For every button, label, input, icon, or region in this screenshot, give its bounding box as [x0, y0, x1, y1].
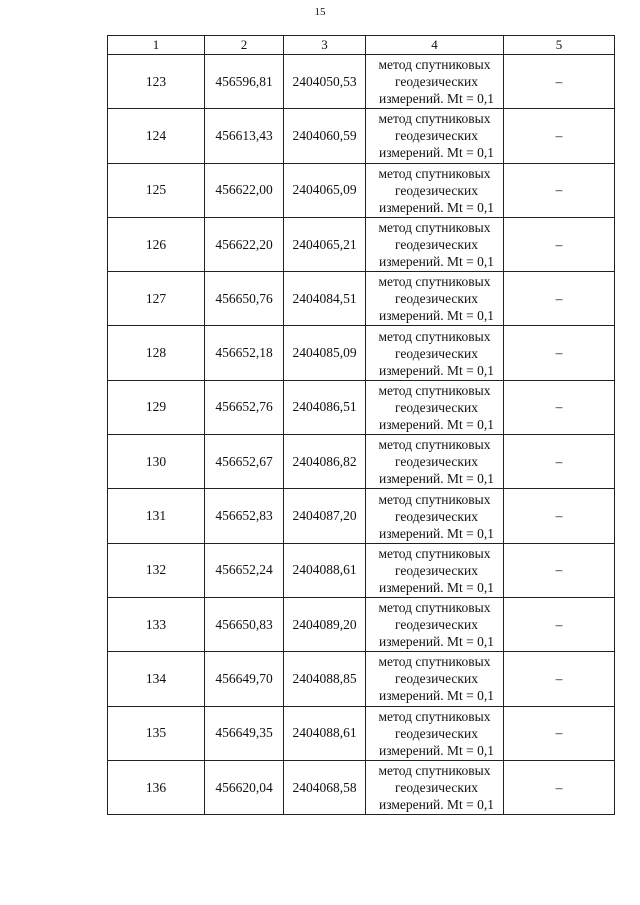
coordinate-x: 456652,76 [205, 380, 284, 434]
table-row [108, 597, 615, 651]
method-line-2: геодезических [395, 237, 478, 253]
coordinate-x: 456649,70 [205, 652, 284, 706]
coordinate-x: 456649,35 [205, 706, 284, 760]
coordinate-y: 2404089,20 [284, 597, 366, 651]
note-cell: – [504, 652, 615, 706]
method-line-1: метод спутниковых [378, 491, 491, 507]
coordinate-y: 2404088,85 [284, 652, 366, 706]
note-cell: – [504, 489, 615, 543]
coordinate-x: 456622,20 [205, 217, 284, 271]
table-row [108, 706, 615, 760]
note-cell: – [504, 597, 615, 651]
note-cell: – [504, 109, 615, 163]
point-number: 130 [108, 435, 205, 489]
table-row [108, 163, 615, 217]
point-number: 135 [108, 706, 205, 760]
point-number: 123 [108, 55, 205, 109]
method-line-2: геодезических [395, 345, 478, 361]
column-header-4: 4 [366, 36, 504, 55]
method-line-3: измерений. Mt = 0,1 [378, 688, 495, 704]
coordinate-x: 456652,67 [205, 435, 284, 489]
method-description [366, 706, 504, 760]
table-row [108, 109, 615, 163]
method-line-1: метод спутниковых [378, 274, 491, 290]
coordinate-y: 2404060,59 [284, 109, 366, 163]
method-description [366, 163, 504, 217]
note-cell: – [504, 55, 615, 109]
coordinate-y: 2404086,51 [284, 380, 366, 434]
method-description [366, 760, 504, 814]
method-line-1: метод спутниковых [378, 382, 491, 398]
method-line-3: измерений. Mt = 0,1 [378, 362, 495, 378]
method-description [366, 597, 504, 651]
note-cell: – [504, 760, 615, 814]
table-header-row [108, 36, 615, 55]
table-row [108, 55, 615, 109]
method-description [366, 272, 504, 326]
method-line-2: геодезических [395, 617, 478, 633]
method-line-1: метод спутниковых [378, 57, 491, 73]
note-cell: – [504, 543, 615, 597]
point-number: 128 [108, 326, 205, 380]
column-header-1: 1 [108, 36, 205, 55]
method-line-1: метод спутниковых [378, 600, 491, 616]
point-number: 127 [108, 272, 205, 326]
method-line-3: измерений. Mt = 0,1 [378, 254, 495, 270]
method-description [366, 489, 504, 543]
method-description [366, 435, 504, 489]
method-line-3: измерений. Mt = 0,1 [378, 471, 495, 487]
point-number: 124 [108, 109, 205, 163]
table-row [108, 326, 615, 380]
method-line-1: метод спутниковых [378, 708, 491, 724]
method-line-2: геодезических [395, 454, 478, 470]
coordinate-x: 456613,43 [205, 109, 284, 163]
method-line-3: измерений. Mt = 0,1 [378, 145, 495, 161]
coordinate-x: 456652,18 [205, 326, 284, 380]
method-line-2: геодезических [395, 671, 478, 687]
coordinate-x: 456652,83 [205, 489, 284, 543]
coordinate-x: 456650,83 [205, 597, 284, 651]
point-number: 126 [108, 217, 205, 271]
method-line-2: геодезических [395, 182, 478, 198]
method-line-3: измерений. Mt = 0,1 [378, 579, 495, 595]
method-line-2: геодезических [395, 399, 478, 415]
method-description [366, 326, 504, 380]
note-cell: – [504, 380, 615, 434]
method-description [366, 380, 504, 434]
page-number: 15 [314, 6, 326, 18]
method-line-3: измерений. Mt = 0,1 [378, 91, 495, 107]
method-line-2: геодезических [395, 725, 478, 741]
method-line-1: метод спутниковых [378, 165, 491, 181]
method-line-2: геодезических [395, 562, 478, 578]
method-description [366, 55, 504, 109]
coordinate-x: 456596,81 [205, 55, 284, 109]
column-header-3: 3 [284, 36, 366, 55]
table-row [108, 652, 615, 706]
note-cell: – [504, 435, 615, 489]
method-line-1: метод спутниковых [378, 437, 491, 453]
point-number: 133 [108, 597, 205, 651]
method-line-1: метод спутниковых [378, 220, 491, 236]
coordinate-x: 456652,24 [205, 543, 284, 597]
coordinate-y: 2404088,61 [284, 543, 366, 597]
method-line-1: метод спутниковых [378, 654, 491, 670]
method-description [366, 217, 504, 271]
coordinate-y: 2404087,20 [284, 489, 366, 543]
point-number: 132 [108, 543, 205, 597]
coordinate-x: 456650,76 [205, 272, 284, 326]
method-line-1: метод спутниковых [378, 111, 491, 127]
coordinate-y: 2404050,53 [284, 55, 366, 109]
note-cell: – [504, 163, 615, 217]
point-number: 134 [108, 652, 205, 706]
method-line-2: геодезических [395, 74, 478, 90]
column-header-2: 2 [205, 36, 284, 55]
method-line-3: измерений. Mt = 0,1 [378, 308, 495, 324]
method-description [366, 543, 504, 597]
method-line-3: измерений. Mt = 0,1 [378, 797, 495, 812]
coordinate-y: 2404088,61 [284, 706, 366, 760]
coordinate-x: 456620,04 [205, 760, 284, 814]
method-line-2: геодезических [395, 128, 478, 144]
coordinate-y: 2404065,09 [284, 163, 366, 217]
table-row [108, 543, 615, 597]
method-description [366, 652, 504, 706]
point-number: 136 [108, 760, 205, 814]
table-row [108, 760, 615, 814]
method-line-2: геодезических [395, 291, 478, 307]
column-header-5: 5 [504, 36, 615, 55]
coordinate-y: 2404085,09 [284, 326, 366, 380]
coordinate-y: 2404086,82 [284, 435, 366, 489]
method-line-1: метод спутниковых [378, 763, 491, 778]
method-line-1: метод спутниковых [378, 545, 491, 561]
method-line-1: метод спутниковых [378, 328, 491, 344]
coordinate-y: 2404084,51 [284, 272, 366, 326]
method-description [366, 109, 504, 163]
point-number: 129 [108, 380, 205, 434]
point-number: 125 [108, 163, 205, 217]
table-row [108, 435, 615, 489]
coordinate-y: 2404065,21 [284, 217, 366, 271]
note-cell: – [504, 706, 615, 760]
method-line-2: геодезических [395, 780, 478, 795]
method-line-3: измерений. Mt = 0,1 [378, 742, 495, 758]
coordinate-y: 2404068,58 [284, 760, 366, 814]
method-line-3: измерений. Mt = 0,1 [378, 416, 495, 432]
method-line-3: измерений. Mt = 0,1 [378, 634, 495, 650]
point-number: 131 [108, 489, 205, 543]
coordinate-x: 456622,00 [205, 163, 284, 217]
note-cell: – [504, 326, 615, 380]
table-row [108, 489, 615, 543]
note-cell: – [504, 272, 615, 326]
table-row [108, 272, 615, 326]
table-body [108, 55, 615, 815]
table-row [108, 380, 615, 434]
table-row [108, 217, 615, 271]
method-line-3: измерений. Mt = 0,1 [378, 525, 495, 541]
coordinates-table [107, 35, 615, 815]
note-cell: – [504, 217, 615, 271]
method-line-3: измерений. Mt = 0,1 [378, 199, 495, 215]
method-line-2: геодезических [395, 508, 478, 524]
